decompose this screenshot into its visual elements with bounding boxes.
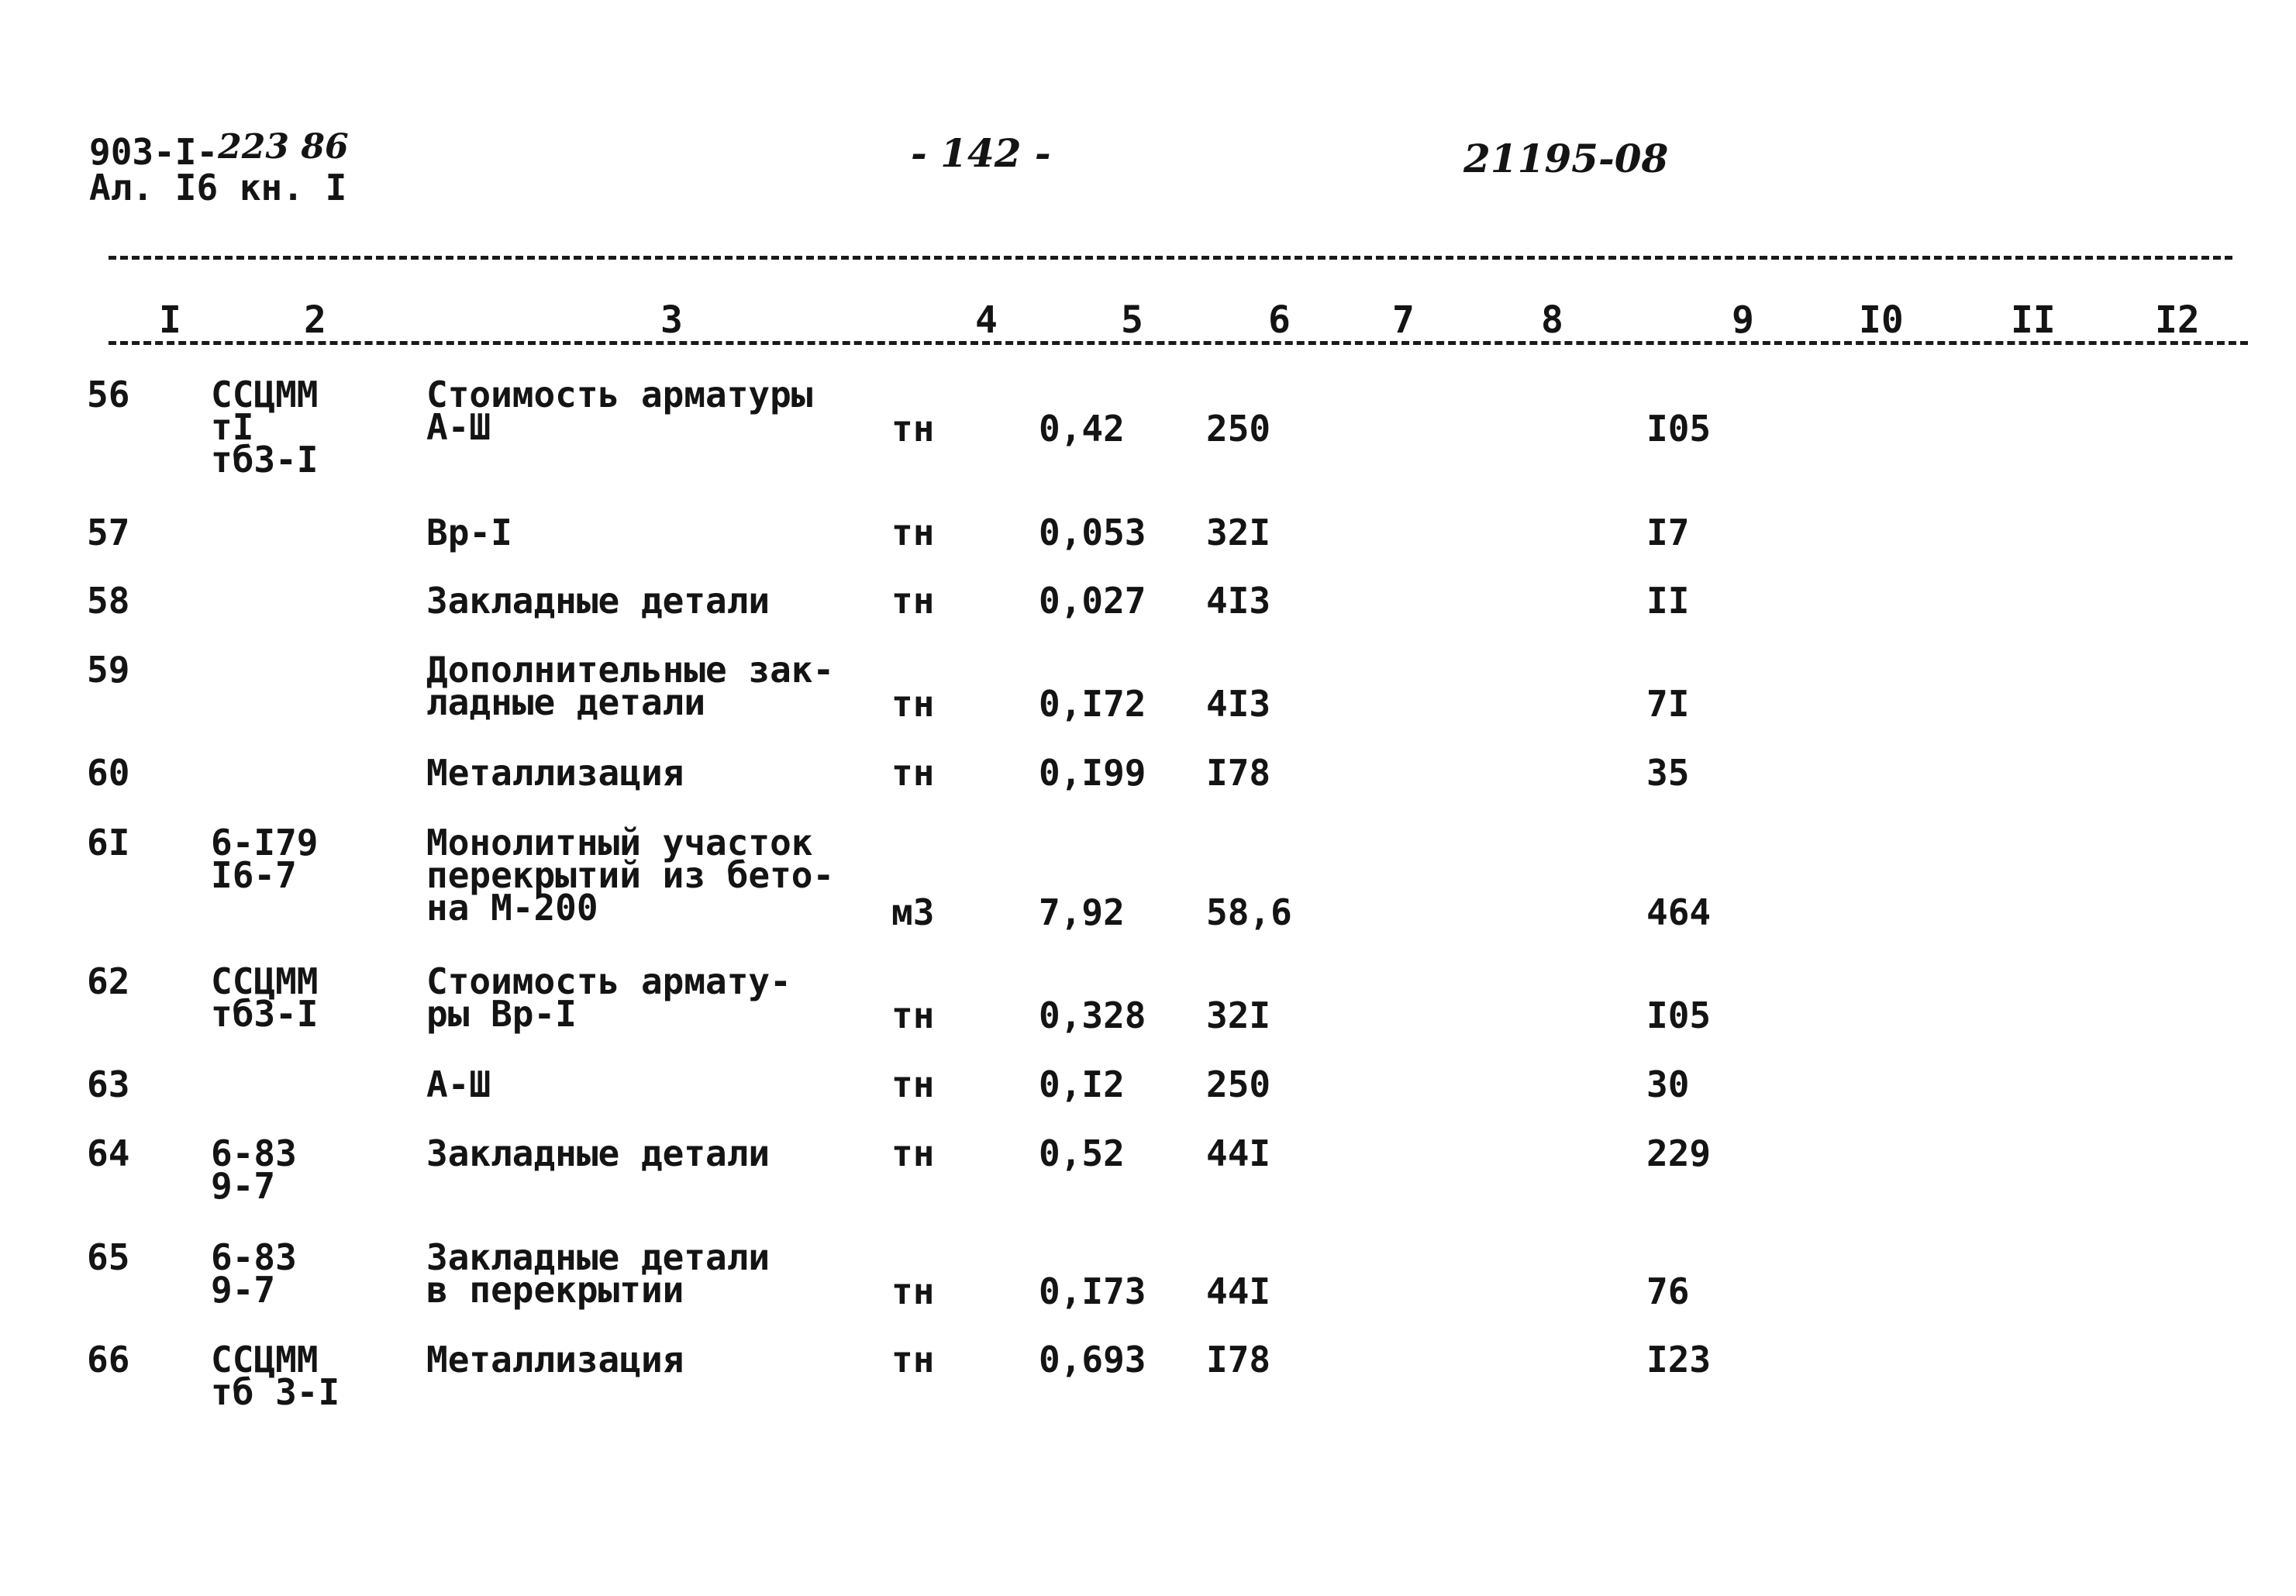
column-number: 8 — [1541, 298, 1563, 342]
quantity: 7,92 — [1039, 891, 1125, 933]
total-cost: II — [1646, 580, 1690, 622]
quantity: 0,053 — [1039, 512, 1146, 553]
total-cost: I7 — [1646, 512, 1690, 553]
quantity: 0,I73 — [1039, 1270, 1146, 1312]
unit: м3 — [891, 891, 935, 933]
unit: тн — [891, 1339, 935, 1381]
column-number: 7 — [1392, 298, 1415, 342]
quantity: 0,I2 — [1039, 1063, 1125, 1105]
quantity: 0,42 — [1039, 408, 1125, 450]
work-description: Вр-I — [426, 512, 512, 553]
quantity: 0,328 — [1039, 994, 1146, 1036]
sheet-code: 21195-08 — [1463, 136, 1669, 181]
work-description: Дополнительные зак- ладные детали — [426, 649, 835, 723]
quantity: 0,027 — [1039, 580, 1146, 622]
work-description: Стоимость армату- ры Вр-I — [426, 960, 791, 1035]
unit-price: 250 — [1206, 408, 1271, 450]
row-number: 64 — [87, 1132, 130, 1174]
quantity: 0,I72 — [1039, 683, 1146, 725]
rate-code: 6-I79 I6-7 — [211, 822, 319, 896]
table-top-rule — [109, 256, 2232, 260]
total-cost: 464 — [1646, 891, 1712, 933]
total-cost: 76 — [1646, 1270, 1690, 1312]
column-number: 2 — [304, 298, 326, 342]
unit: тн — [891, 994, 935, 1036]
column-number: 5 — [1121, 298, 1143, 342]
column-number: 6 — [1268, 298, 1291, 342]
unit-price: 32I — [1206, 994, 1271, 1036]
unit: тн — [891, 580, 935, 622]
row-number: 66 — [87, 1339, 130, 1381]
row-number: 58 — [87, 580, 130, 622]
unit: тн — [891, 1132, 935, 1174]
rate-code: ССЦММ тб 3-I — [211, 1339, 340, 1413]
total-cost: 35 — [1646, 752, 1690, 794]
total-cost: 7I — [1646, 683, 1690, 725]
rate-code: 6-83 9-7 — [211, 1132, 297, 1207]
column-number: 3 — [660, 298, 683, 342]
work-description: Стоимость арматуры А-Ш — [426, 374, 813, 448]
row-number: 62 — [87, 960, 130, 1002]
row-number: 59 — [87, 649, 130, 691]
work-description: Монолитный участок перекрытий из бето- на М-200 — [426, 822, 835, 929]
total-cost: I05 — [1646, 994, 1712, 1036]
column-number: I0 — [1859, 298, 1904, 342]
work-description: Закладные детали в перекрытии — [426, 1236, 771, 1311]
column-number: I2 — [2155, 298, 2200, 342]
work-description: Закладные детали — [426, 1132, 771, 1174]
total-cost: I23 — [1646, 1339, 1712, 1381]
unit: тн — [891, 1063, 935, 1105]
unit-price: I78 — [1206, 752, 1271, 794]
column-number: I — [159, 298, 181, 342]
total-cost: I05 — [1646, 408, 1712, 450]
rate-code: ССЦММ тI тб3-I — [211, 374, 319, 481]
document-code-printed: 903-I- — [89, 131, 219, 173]
total-cost: 229 — [1646, 1132, 1712, 1174]
document-code-handwritten: 223 86 — [218, 127, 349, 167]
unit-price: 4I3 — [1206, 580, 1271, 622]
work-description: Металлизация — [426, 752, 684, 794]
row-number: 60 — [87, 752, 130, 794]
quantity: 0,693 — [1039, 1339, 1146, 1381]
page-number: - 142 - — [911, 130, 1051, 176]
column-number: II — [2011, 298, 2056, 342]
row-number: 56 — [87, 374, 130, 415]
row-number: 57 — [87, 512, 130, 553]
unit-price: 44I — [1206, 1132, 1271, 1174]
album-book-label: Ал. I6 кн. I — [89, 167, 347, 209]
total-cost: 30 — [1646, 1063, 1690, 1105]
quantity: 0,I99 — [1039, 752, 1146, 794]
unit: тн — [891, 1270, 935, 1312]
row-number: 65 — [87, 1236, 130, 1278]
unit: тн — [891, 512, 935, 553]
unit: тн — [891, 408, 935, 450]
work-description: А-Ш — [426, 1063, 491, 1105]
work-description: Закладные детали — [426, 580, 771, 622]
unit-price: 250 — [1206, 1063, 1271, 1105]
row-number: 63 — [87, 1063, 130, 1105]
row-number: 6I — [87, 822, 130, 863]
quantity: 0,52 — [1039, 1132, 1125, 1174]
column-header-rule — [109, 341, 2248, 345]
unit-price: 4I3 — [1206, 683, 1271, 725]
unit-price: 58,6 — [1206, 891, 1292, 933]
column-number: 4 — [975, 298, 998, 342]
unit: тн — [891, 752, 935, 794]
unit-price: I78 — [1206, 1339, 1271, 1381]
rate-code: 6-83 9-7 — [211, 1236, 297, 1311]
unit-price: 32I — [1206, 512, 1271, 553]
unit-price: 44I — [1206, 1270, 1271, 1312]
rate-code: ССЦММ тб3-I — [211, 960, 319, 1035]
work-description: Металлизация — [426, 1339, 684, 1381]
column-number: 9 — [1732, 298, 1754, 342]
unit: тн — [891, 683, 935, 725]
